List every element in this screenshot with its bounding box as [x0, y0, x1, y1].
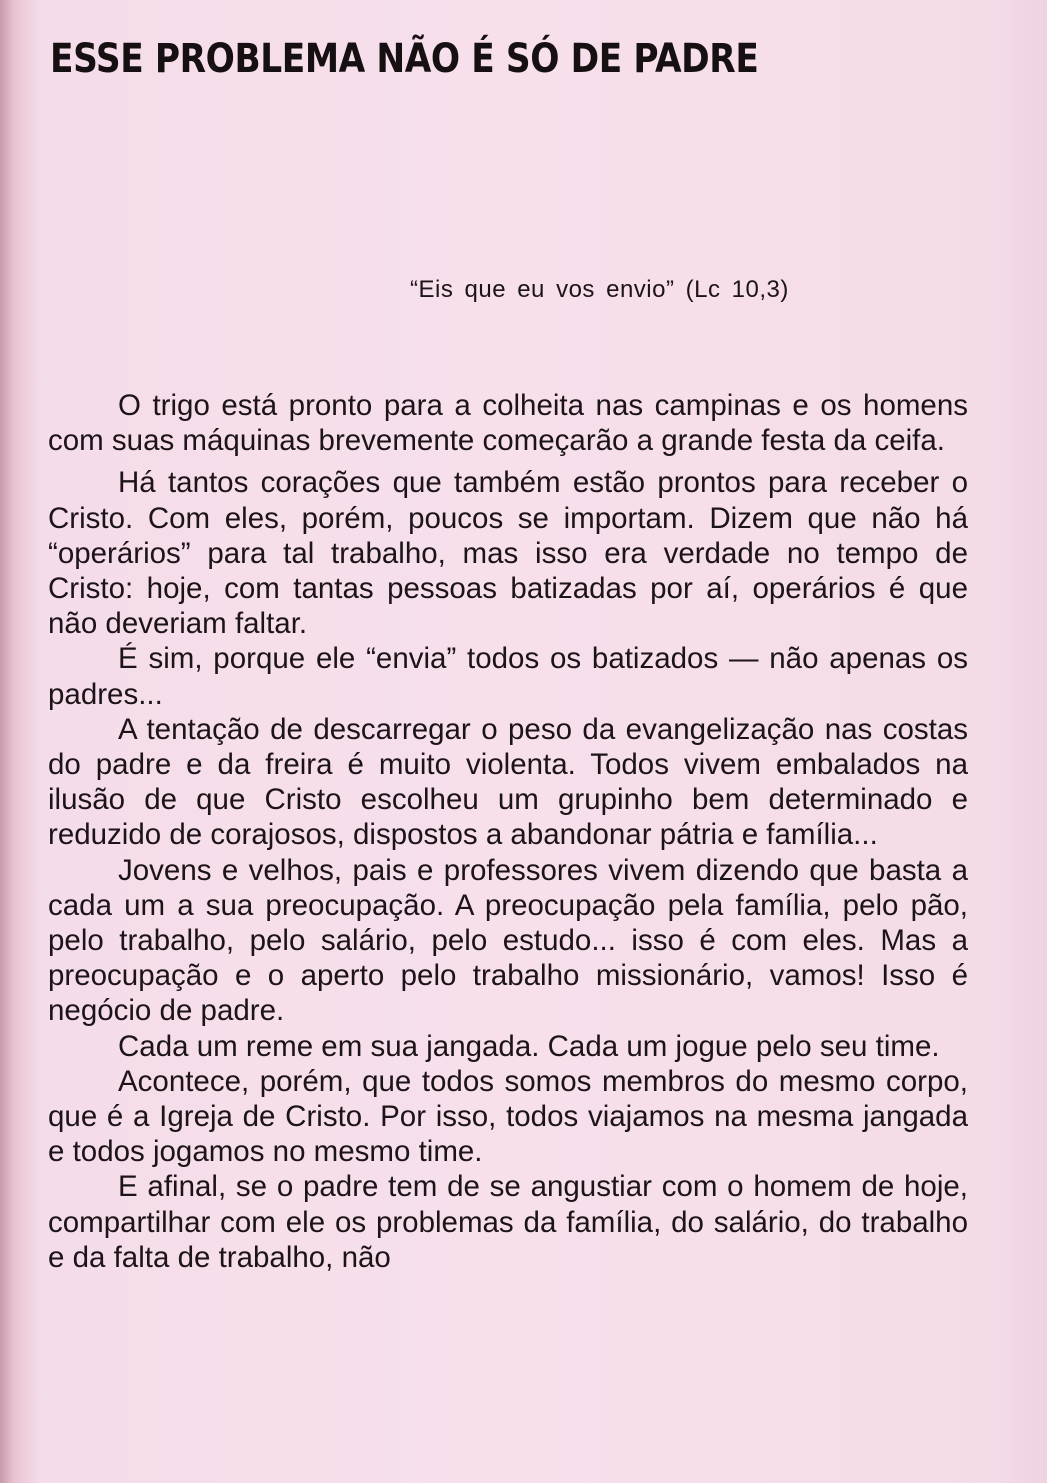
paragraph-3: É sim, porque ele “envia” todos os batizados — não apenas os padres...: [48, 642, 968, 711]
paragraph-2: Há tantos corações que também estão prontos para receber o Cristo. Com eles, porém, poucos se importam. Dizem que não há “operários” para tal trabalho, mas isso era verdade no tempo de Cristo: hoje, com tantas pessoas batizadas por aí, operários é que não deveriam faltar.: [48, 466, 968, 641]
paragraph-1: O trigo está pronto para a colheita nas campinas e os homens com suas máquinas brevemente começarão a grande festa da ceifa.: [48, 389, 968, 458]
paragraph-4: A tentação de descarregar o peso da evangelização nas costas do padre e da freira é muito violenta. Todos vivem embalados na ilusão de que Cristo escolheu um grupinho bem determinado e reduzido de corajosos, dispostos a abandonar pátria e família...: [48, 712, 968, 852]
paragraph-7: Acontece, porém, que todos somos membros do mesmo corpo, que é a Igreja de Cristo. Por isso, todos viajamos na mesma jangada e todos jogamos no mesmo time.: [48, 1064, 968, 1169]
body-text: [48, 388, 968, 1275]
chapter-title: ESSE PROBLEMA NÃO É SÓ DE PADRE: [50, 36, 759, 82]
paragraph-8: E afinal, se o padre tem de se angustiar com o homem de hoje, compartilhar com ele os problemas da família, do salário, do trabalho e da falta de trabalho, não: [48, 1170, 968, 1274]
paragraph-5: Jovens e velhos, pais e professores vivem dizendo que basta a cada um a sua preocupação. A preocupação pela família, pelo pão, pelo trabalho, pelo salário, pelo estudo... isso é com eles. Mas a preocupação e o aperto pelo trabalho missionário, vamos! Isso é negócio de padre.: [48, 853, 968, 1028]
epigraph-quote: “Eis que eu vos envio” (Lc 10,3): [410, 276, 789, 303]
paragraph-6: Cada um reme em sua jangada. Cada um jogue pelo seu time.: [118, 1029, 940, 1063]
